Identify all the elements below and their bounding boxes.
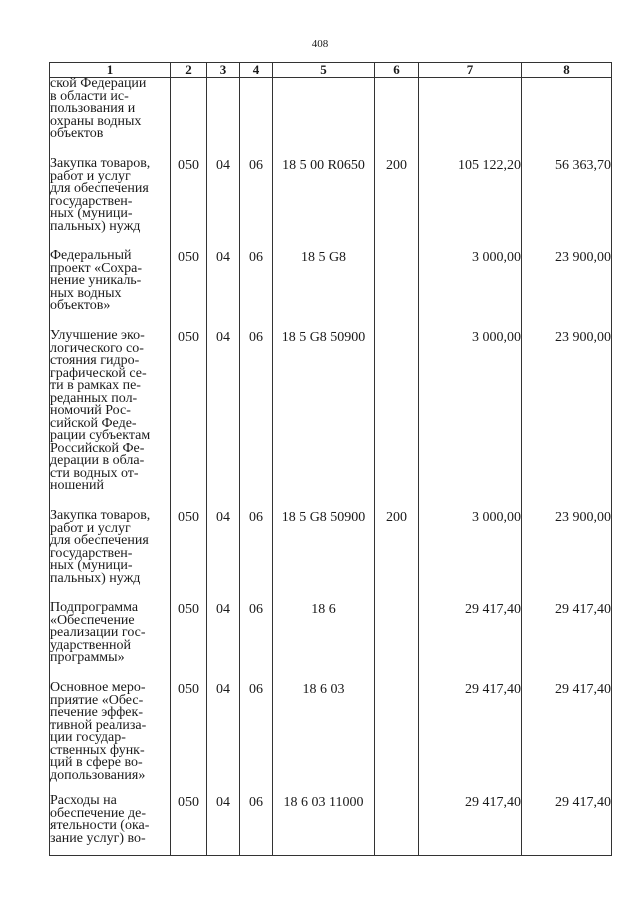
row-name: Федеральный проект «Сохра- нение уникаль- ных водных объектов» (50, 250, 171, 330)
header-cell-6: 6 (375, 63, 419, 78)
row-section-code: 04 (207, 250, 240, 330)
row-expense-type (375, 78, 419, 159)
row-name: Расходы на обеспечение де- ятельности (ока- зание услуг) во- (50, 795, 171, 856)
row-ministry-code: 050 (171, 510, 207, 602)
row-subsection-code: 06 (240, 250, 273, 330)
row-expense-type (375, 795, 419, 856)
row-expense-type (375, 602, 419, 682)
row-expense-type: 200 (375, 510, 419, 602)
row-ministry-code: 050 (171, 250, 207, 330)
row-amount-col8: 23 900,00 (522, 330, 612, 510)
row-name: Закупка товаров, работ и услуг для обеспечения государствен- ных (муници- пальных) нужд (50, 510, 171, 602)
row-amount-col7: 3 000,00 (419, 510, 522, 602)
row-amount-col8: 29 417,40 (522, 682, 612, 795)
table-row (50, 602, 612, 682)
row-section-code: 04 (207, 158, 240, 250)
row-section-code: 04 (207, 510, 240, 602)
header-cell-2: 2 (171, 63, 207, 78)
row-name: Основное меро- приятие «Обес- печение эффек- тивной реализа- ции государ- ственных функ- ций в сфере во- допользования» (50, 682, 171, 795)
header-cell-1: 1 (50, 63, 171, 78)
row-amount-col8: 29 417,40 (522, 602, 612, 682)
row-target-article (273, 78, 375, 159)
row-ministry-code: 050 (171, 682, 207, 795)
row-ministry-code: 050 (171, 330, 207, 510)
row-amount-col8: 23 900,00 (522, 510, 612, 602)
budget-table (49, 62, 612, 856)
row-name: Подпрограмма «Обеспечение реализации гос- ударственной программы» (50, 602, 171, 682)
row-target-article: 18 6 03 (273, 682, 375, 795)
header-cell-4: 4 (240, 63, 273, 78)
row-name: Улучшение эко- логического со- стояния гидро- графической се- ти в рамках пе- реданных пол- номочий Рос- сийской Феде- рации субъектам Российской Фе- дерации в обла- сти водных от- ношений (50, 330, 171, 510)
row-amount-col7: 3 000,00 (419, 250, 522, 330)
row-target-article: 18 5 00 R0650 (273, 158, 375, 250)
row-expense-type (375, 682, 419, 795)
row-expense-type (375, 330, 419, 510)
row-amount-col7 (419, 78, 522, 159)
row-target-article: 18 6 03 11000 (273, 795, 375, 856)
header-cell-5: 5 (273, 63, 375, 78)
row-subsection-code: 06 (240, 330, 273, 510)
row-subsection-code: 06 (240, 510, 273, 602)
row-amount-col7: 29 417,40 (419, 795, 522, 856)
row-expense-type (375, 250, 419, 330)
row-section-code (207, 78, 240, 159)
row-subsection-code: 06 (240, 158, 273, 250)
header-cell-3: 3 (207, 63, 240, 78)
row-section-code: 04 (207, 682, 240, 795)
row-amount-col7: 29 417,40 (419, 682, 522, 795)
row-section-code: 04 (207, 602, 240, 682)
row-section-code: 04 (207, 330, 240, 510)
header-cell-8: 8 (522, 63, 612, 78)
header-cell-7: 7 (419, 63, 522, 78)
row-amount-col8: 23 900,00 (522, 250, 612, 330)
row-target-article: 18 5 G8 50900 (273, 510, 375, 602)
row-name: Закупка товаров, работ и услуг для обеспечения государствен- ных (муници- пальных) нужд (50, 158, 171, 250)
table-row (50, 250, 612, 330)
row-section-code: 04 (207, 795, 240, 856)
row-ministry-code (171, 78, 207, 159)
row-amount-col7: 29 417,40 (419, 602, 522, 682)
table-row (50, 795, 612, 856)
table-row (50, 510, 612, 602)
row-amount-col8: 29 417,40 (522, 795, 612, 856)
row-ministry-code: 050 (171, 795, 207, 856)
row-target-article: 18 5 G8 (273, 250, 375, 330)
row-amount-col8 (522, 78, 612, 159)
table-row (50, 158, 612, 250)
row-subsection-code (240, 78, 273, 159)
table-row (50, 330, 612, 510)
row-ministry-code: 050 (171, 158, 207, 250)
row-name: ской Федерации в области ис- пользования и охраны водных объектов (50, 78, 171, 159)
row-expense-type: 200 (375, 158, 419, 250)
table-row (50, 682, 612, 795)
row-amount-col7: 105 122,20 (419, 158, 522, 250)
row-subsection-code: 06 (240, 602, 273, 682)
row-subsection-code: 06 (240, 682, 273, 795)
row-target-article: 18 6 (273, 602, 375, 682)
row-subsection-code: 06 (240, 795, 273, 856)
row-amount-col8: 56 363,70 (522, 158, 612, 250)
table-row (50, 78, 612, 159)
page-number: 408 (311, 38, 329, 50)
row-ministry-code: 050 (171, 602, 207, 682)
row-target-article: 18 5 G8 50900 (273, 330, 375, 510)
row-amount-col7: 3 000,00 (419, 330, 522, 510)
